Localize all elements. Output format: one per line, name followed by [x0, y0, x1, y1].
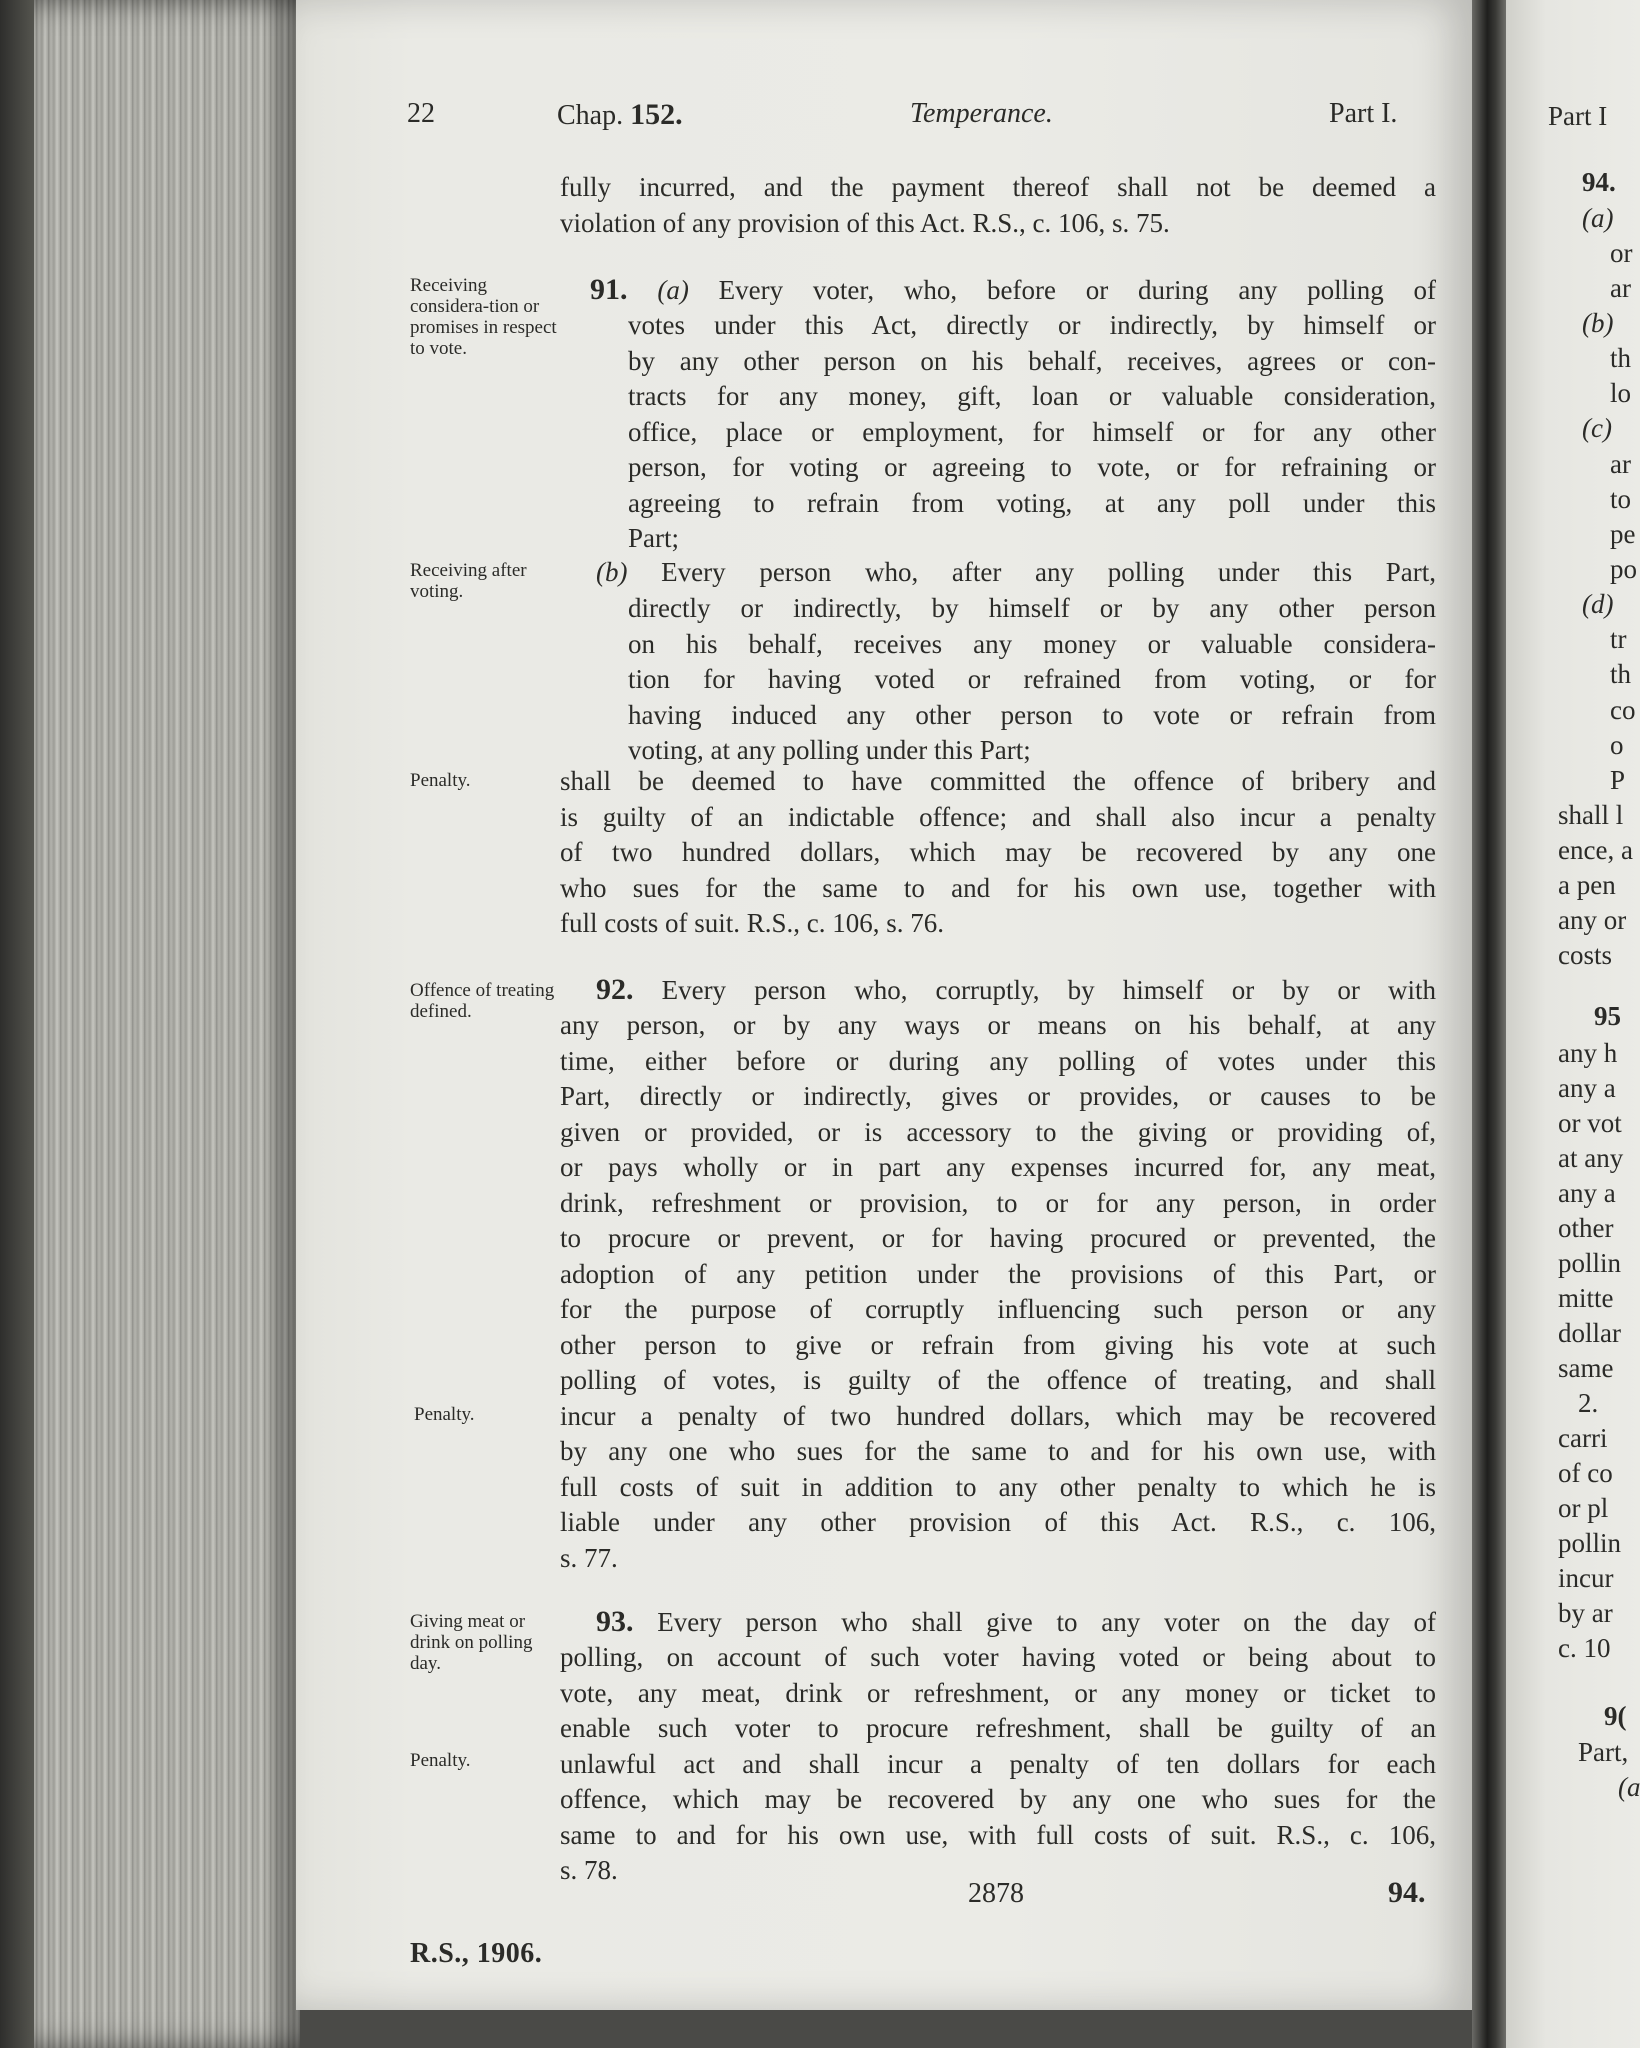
text-line: person, for voting or agreeing to vote, or for refraining or	[628, 452, 1436, 482]
text-line: voting, at any polling under this Part;	[628, 735, 1031, 765]
right-fragment: o	[1610, 730, 1624, 760]
text-line: of two hundred dollars, which may be recovered by any one	[560, 837, 1436, 867]
right-fragment: carri	[1558, 1423, 1608, 1453]
right-fragment: any or	[1558, 905, 1627, 935]
right-fragment: ar	[1610, 273, 1631, 303]
section-number-91: 91.	[590, 273, 628, 306]
section-91-b-first-line	[596, 555, 1436, 591]
section-92-first-line	[596, 972, 1436, 1009]
right-fragment: a pen	[1558, 870, 1616, 900]
catchword: 94.	[1388, 1876, 1426, 1909]
right-fragment: any a	[1558, 1178, 1616, 1208]
text-line: full costs of suit in addition to any other penalty to which he is	[560, 1471, 1436, 1502]
text-line: violation of any provision of this Act. R.S., c. 106, s. 75.	[560, 207, 1170, 238]
right-fragment: (a)	[1582, 203, 1614, 233]
margin-note-receiving-consideration: Receiving considera-tion or promises in respect to vote.	[410, 275, 557, 359]
text-line: Every person who shall give to any voter on the day of	[657, 1607, 1436, 1637]
text-line: unlawful act and shall incur a penalty of ten dollars for each	[560, 1748, 1436, 1779]
right-fragment: to	[1610, 484, 1632, 514]
right-fragment: or	[1610, 238, 1633, 268]
text-line: Part;	[628, 523, 679, 553]
right-fragment: co	[1610, 695, 1636, 725]
text-line: is guilty of an indictable offence; and shall also incur a penalty	[560, 801, 1436, 832]
right-fragment: or vot	[1558, 1108, 1622, 1138]
right-fragment: po	[1610, 554, 1637, 584]
right-fragment: dollar	[1558, 1318, 1621, 1348]
margin-note-penalty: Penalty.	[410, 1750, 471, 1771]
right-fragment: (d)	[1582, 589, 1614, 619]
right-fragment: 2.	[1578, 1388, 1599, 1418]
right-fragment: shall l	[1558, 800, 1624, 830]
right-fragment: (b)	[1582, 308, 1614, 338]
text-line: for the purpose of corruptly influencing such person or any	[560, 1294, 1436, 1324]
right-header-part: Part I	[1548, 101, 1608, 131]
text-line: by any one who sues for the same to and for his own use, with	[560, 1436, 1436, 1466]
right-fragment: c. 10	[1558, 1633, 1611, 1663]
section-92-body	[560, 1008, 1436, 1576]
right-fragment: 9(	[1604, 1701, 1627, 1731]
right-fragment: ar	[1610, 449, 1631, 479]
text-line: shall be deemed to have committed the offence of bribery and	[560, 766, 1436, 796]
section-91-tail	[560, 764, 1436, 942]
right-fragment: incur	[1558, 1563, 1614, 1593]
text-line: given or provided, or is accessory to the giving or providing of,	[560, 1116, 1436, 1147]
text-line: Part, directly or indirectly, gives or provides, or causes to be	[560, 1081, 1436, 1111]
text-line: to procure or prevent, or for having procured or prevented, the	[560, 1223, 1436, 1253]
text-line: s. 77.	[560, 1542, 618, 1573]
section-number-92: 92.	[596, 973, 634, 1006]
text-line: Every voter, who, before or during any polling of	[718, 275, 1437, 305]
text-line: full costs of suit. R.S., c. 106, s. 76.	[560, 908, 945, 938]
text-line: or pays wholly or in part any expenses incurred for, any meat,	[560, 1152, 1436, 1182]
right-fragment: ence, a	[1558, 835, 1633, 865]
text-line: directly or indirectly, by himself or by any other person	[628, 593, 1436, 623]
margin-note-receiving-after-voting: Receiving after voting.	[410, 560, 527, 602]
text-line: fully incurred, and the payment thereof shall not be deemed a	[560, 172, 1436, 202]
text-line: agreeing to refrain from voting, at any poll under this	[628, 487, 1436, 518]
section-91-a-first-line	[590, 272, 1436, 309]
right-fragment: other	[1558, 1213, 1614, 1243]
book-gutter	[1472, 0, 1506, 2048]
page-number: 22	[407, 98, 435, 129]
right-fragment: or pl	[1558, 1493, 1609, 1523]
chapter-label: Chap.	[557, 100, 624, 131]
running-title: Temperance.	[910, 98, 1053, 129]
text-line: time, either before or during any polling of votes under this	[560, 1045, 1436, 1076]
text-line: s. 78.	[560, 1855, 618, 1885]
right-page	[1506, 0, 1640, 2048]
right-fragment: Part,	[1578, 1737, 1629, 1767]
text-line: other person to give or refrain from giving his vote at such	[560, 1329, 1436, 1360]
right-fragment: same	[1558, 1353, 1614, 1383]
right-fragment: lo	[1610, 378, 1632, 408]
clause-marker-b: (b)	[596, 557, 628, 587]
text-line: tracts for any money, gift, loan or valuable consideration,	[628, 381, 1436, 411]
continuation-text	[560, 170, 1436, 241]
right-fragment: of co	[1558, 1458, 1613, 1488]
text-line: offence, which may be recovered by any one who sues for the	[560, 1784, 1436, 1814]
text-line: liable under any other provision of this Act. R.S., c. 106,	[560, 1507, 1436, 1537]
right-fragment: pollin	[1558, 1528, 1622, 1558]
right-fragment: pollin	[1558, 1248, 1622, 1278]
footer-page-number: 2878	[968, 1878, 1024, 1909]
right-fragment: pe	[1610, 519, 1636, 549]
right-fragment: th	[1610, 343, 1632, 373]
text-line: vote, any meat, drink or refreshment, or any money or ticket to	[560, 1677, 1436, 1708]
text-line: adoption of any petition under the provisions of this Part, or	[560, 1258, 1436, 1289]
right-fragment: at any	[1558, 1143, 1624, 1173]
right-fragment: 95	[1594, 1001, 1621, 1031]
right-fragment: 94.	[1582, 167, 1616, 197]
right-fragment: any a	[1558, 1073, 1616, 1103]
right-fragment: mitte	[1558, 1283, 1614, 1313]
right-fragment: by ar	[1558, 1598, 1613, 1628]
section-number-93: 93.	[596, 1605, 634, 1638]
right-fragment: (a	[1618, 1772, 1640, 1802]
margin-note-penalty: Penalty.	[414, 1404, 475, 1425]
book-page-edges	[0, 0, 300, 2048]
part-label: Part I.	[1329, 98, 1398, 129]
text-line: office, place or employment, for himself or for any other	[628, 416, 1436, 447]
right-fragment: (c)	[1582, 413, 1612, 443]
section-91-a	[628, 308, 1436, 557]
margin-note-giving-meat-or-drink: Giving meat or drink on polling day.	[410, 1611, 533, 1674]
right-fragment: costs	[1558, 940, 1612, 970]
text-line: on his behalf, receives any money or valuable considera-	[628, 628, 1436, 659]
text-line: who sues for the same to and for his own use, together with	[560, 872, 1436, 903]
text-line: Every person who, after any polling under this Part,	[661, 557, 1436, 587]
text-line: incur a penalty of two hundred dollars, which may be recovered	[560, 1400, 1436, 1431]
text-line: drink, refreshment or provision, to or for any person, in order	[560, 1187, 1436, 1218]
text-line: tion for having voted or refrained from voting, or for	[628, 664, 1436, 694]
section-91-b	[628, 591, 1436, 769]
text-line: polling, on account of such voter having voted or being about to	[560, 1642, 1436, 1672]
chapter-heading	[557, 98, 683, 132]
right-fragment: th	[1610, 659, 1632, 689]
chapter-number: 152.	[630, 98, 683, 131]
imprint: R.S., 1906.	[410, 1938, 543, 1969]
text-line: polling of votes, is guilty of the offence of treating, and shall	[560, 1365, 1436, 1395]
right-fragment: any h	[1558, 1038, 1618, 1068]
clause-marker-a: (a)	[657, 275, 689, 305]
text-line: by any other person on his behalf, receives, agrees or con-	[628, 345, 1436, 376]
section-93-body	[560, 1640, 1436, 1889]
text-line: votes under this Act, directly or indirectly, by himself or	[628, 310, 1436, 340]
text-line: Every person who, corruptly, by himself or by or with	[661, 975, 1437, 1005]
section-93-first-line	[596, 1604, 1436, 1641]
right-fragment: tr	[1610, 624, 1627, 654]
text-line: any person, or by any ways or means on his behalf, at any	[560, 1010, 1436, 1040]
margin-note-offence-of-treating: Offence of treating defined.	[410, 980, 555, 1022]
right-fragment: P	[1610, 765, 1626, 795]
text-line: enable such voter to procure refreshment, shall be guilty of an	[560, 1713, 1436, 1743]
text-line: same to and for his own use, with full costs of suit. R.S., c. 106,	[560, 1819, 1436, 1850]
margin-note-penalty: Penalty.	[410, 770, 471, 791]
text-line: having induced any other person to vote or refrain from	[628, 699, 1436, 730]
